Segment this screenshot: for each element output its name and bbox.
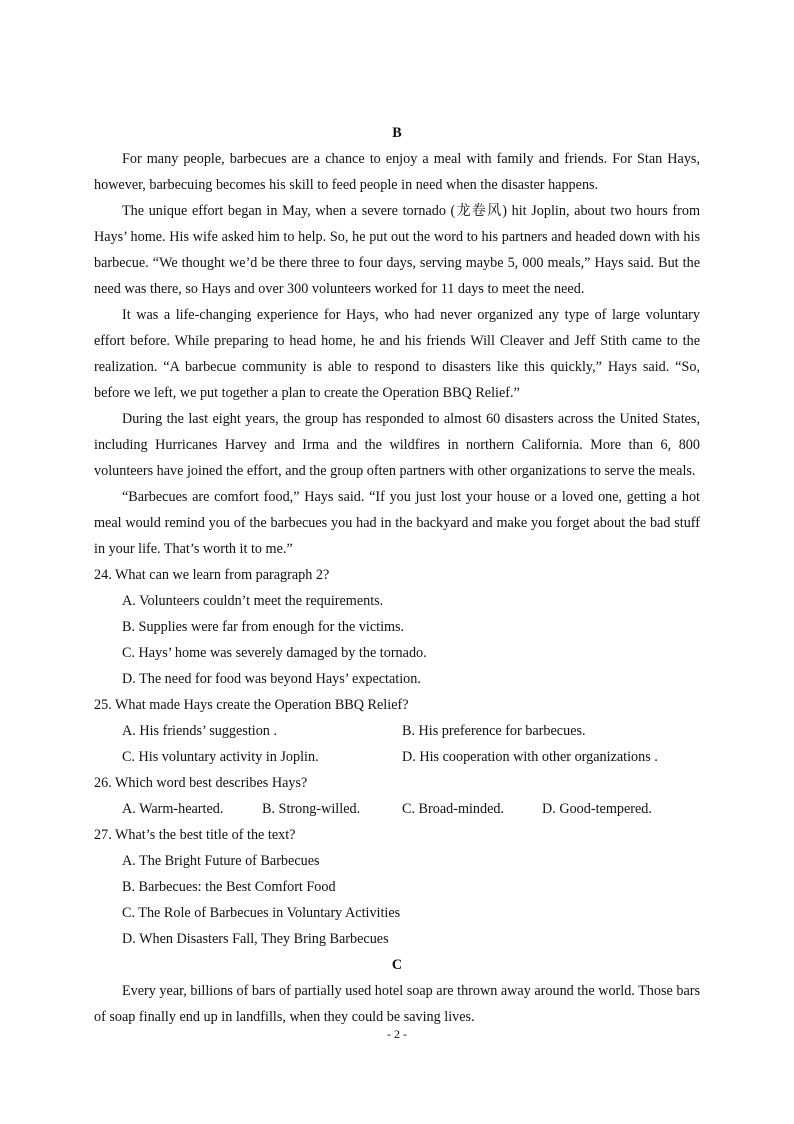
paragraph: “Barbecues are comfort food,” Hays said. “If you just lost your house or a loved one, getting a hot meal would remind you of the barbecues you had in the backyard and make you forget about the bad stuff in your life. That’s worth it to me.” [94,489,700,557]
question-25-option-d: D. His cooperation with other organizations . [402,749,658,765]
question-26-option-a: A. Warm-hearted. [122,801,224,817]
question-26-option-d: D. Good-tempered. [542,801,652,817]
question-24-option-d: D. The need for food was beyond Hays’ expectation. [122,671,421,687]
paragraph: It was a life-changing experience for Hays, who had never organized any type of large voluntary effort before. While preparing to head home, he and his friends Will Cleaver and Jeff Stith came to the realization. “A barbecue community is able to respond to disasters like this quickly,” Hays said. “So, before we left, we put together a plan to create the Operation BBQ Relief.” [94,307,700,401]
question-27-option-b: B. Barbecues: the Best Comfort Food [122,879,336,895]
question-24-stem: 24. What can we learn from paragraph 2? [94,567,330,583]
question-27-option-a: A. The Bright Future of Barbecues [122,853,320,869]
question-27-stem: 27. What’s the best title of the text? [94,827,296,843]
question-24-option-b: B. Supplies were far from enough for the victims. [122,619,405,635]
page-number: - 2 - [387,1027,407,1041]
question-25-options-row-2 [94,744,700,770]
page-content [94,120,700,1030]
paragraph: For many people, barbecues are a chance to enjoy a meal with family and friends. For Stan Hays, however, barbecuing becomes his skill to feed people in need when the disaster happens. [94,151,700,193]
paragraph: Every year, billions of bars of partially used hotel soap are thrown away around the world. Those bars of soap finally end up in landfills, when they could be saving lives. [94,983,700,1025]
question-26-options-row [94,796,700,822]
question-25-option-a: A. His friends’ suggestion . [122,723,277,739]
question-26-stem: 26. Which word best describes Hays? [94,775,308,791]
question-25-option-c: C. His voluntary activity in Joplin. [122,749,319,765]
question-24-option-a: A. Volunteers couldn’t meet the requirements. [122,593,384,609]
paragraph: The unique effort began in May, when a severe tornado (龙卷风) hit Joplin, about two hours from Hays’ home. His wife asked him to help. So, he put out the word to his partners and headed down with his barbecue. “We thought we’d be there three to four days, serving maybe 5, 000 meals,” Hays said. But the need was there, so Hays and over 300 volunteers worked for 11 days to meet the need. [94,203,700,297]
question-27-option-d: D. When Disasters Fall, They Bring Barbecues [122,931,389,947]
question-24-option-c: C. Hays’ home was severely damaged by the tornado. [122,645,427,661]
question-26-option-c: C. Broad-minded. [402,801,505,817]
question-27-option-c: C. The Role of Barbecues in Voluntary Activities [122,905,401,921]
section-heading-c: C [391,957,403,973]
section-heading-b: B [392,125,402,141]
question-26-option-b: B. Strong-willed. [262,801,361,817]
question-25-stem: 25. What made Hays create the Operation BBQ Relief? [94,697,409,713]
paragraph: During the last eight years, the group has responded to almost 60 disasters across the United States, including Hurricanes Harvey and Irma and the wildfires in northern California. More than 6, 800 volunteers have joined the effort, and the group often partners with other organizations to serve the meals. [94,411,700,479]
question-25-options-row-1 [94,718,700,744]
question-25-option-b: B. His preference for barbecues. [402,723,586,739]
